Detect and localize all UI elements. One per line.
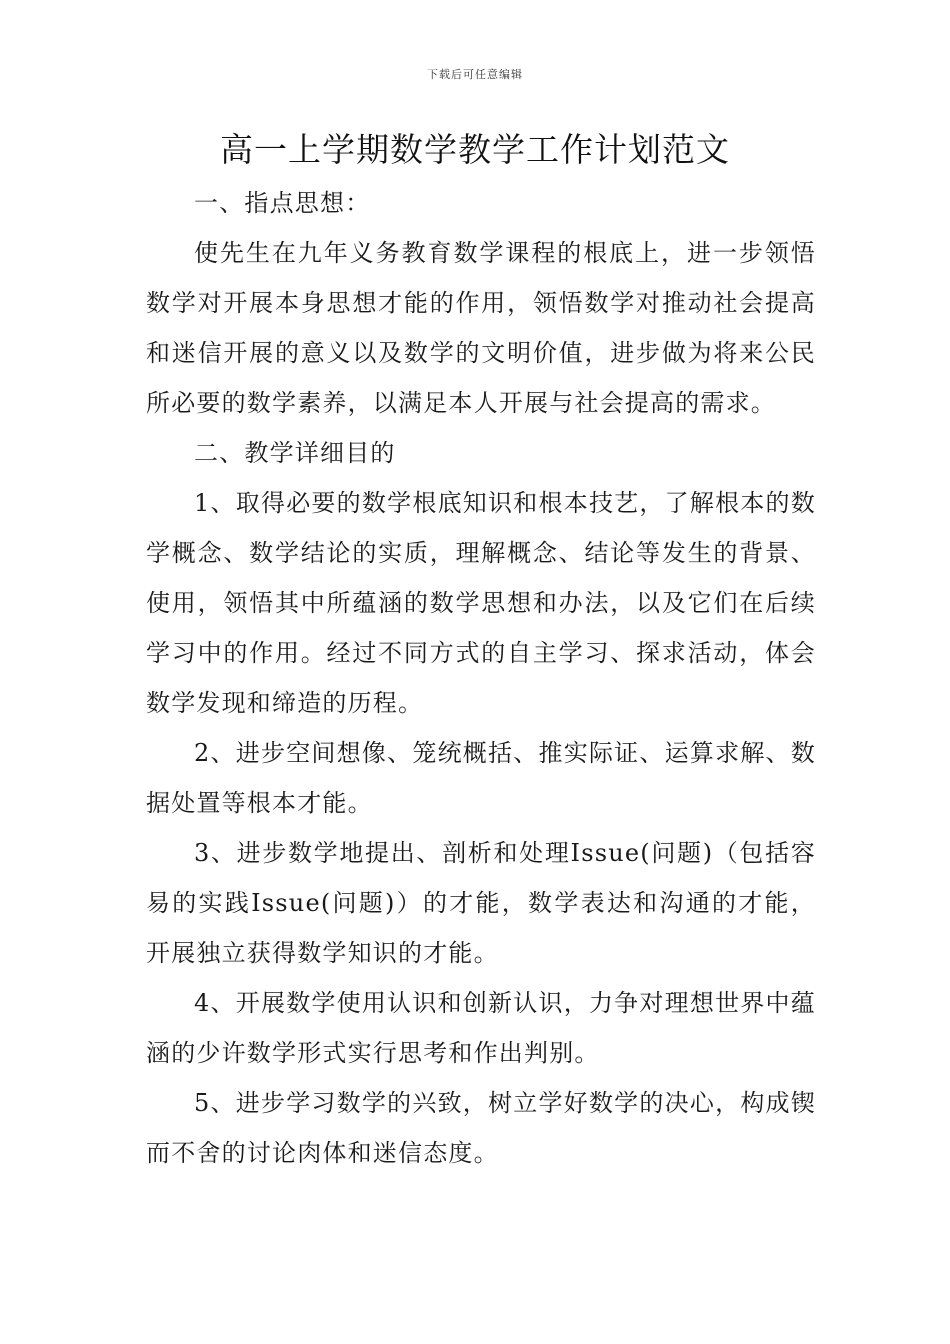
goal-item-5: 5、进步学习数学的兴致，树立学好数学的决心，构成锲而不舍的讨论肉体和迷信态度。 — [146, 1089, 816, 1167]
goal-item-4: 4、开展数学使用认识和创新认识，力争对理想世界中蕴涵的少许数学形式实行思考和作出判别。 — [146, 989, 816, 1067]
document-title: 高一上学期数学教学工作计划范文 — [220, 130, 730, 169]
document-body — [146, 178, 816, 1178]
goal-item-3: 3、进步数学地提出、剖析和处理Issue(问题)（包括容易的实践Issue(问题)）的才能，数学表达和沟通的才能，开展独立获得数学知识的才能。 — [146, 839, 816, 967]
section-heading-guiding-thought: 一、指点思想： — [194, 189, 371, 217]
goal-item-2: 2、进步空间想像、笼统概括、推实际证、运算求解、数据处置等根本才能。 — [146, 739, 816, 817]
goal-item-1: 1、取得必要的数学根底知识和根本技艺，了解根本的数学概念、数学结论的实质，理解概念、结论等发生的背景、使用，领悟其中所蕴涵的数学思想和办法，以及它们在后续学习中的作用。经过不同方式的自主学习、探求活动，体会数学发现和缔造的历程。 — [146, 489, 816, 717]
header-note: 下载后可任意编辑 — [427, 68, 523, 81]
section-heading-teaching-goals: 二、教学详细目的 — [194, 439, 396, 467]
paragraph-guiding-thought: 使先生在九年义务教育数学课程的根底上，进一步领悟数学对开展本身思想才能的作用，领悟数学对推动社会提高和迷信开展的意义以及数学的文明价值，进步做为将来公民所必要的数学素养，以满足本人开展与社会提高的需求。 — [146, 239, 816, 417]
